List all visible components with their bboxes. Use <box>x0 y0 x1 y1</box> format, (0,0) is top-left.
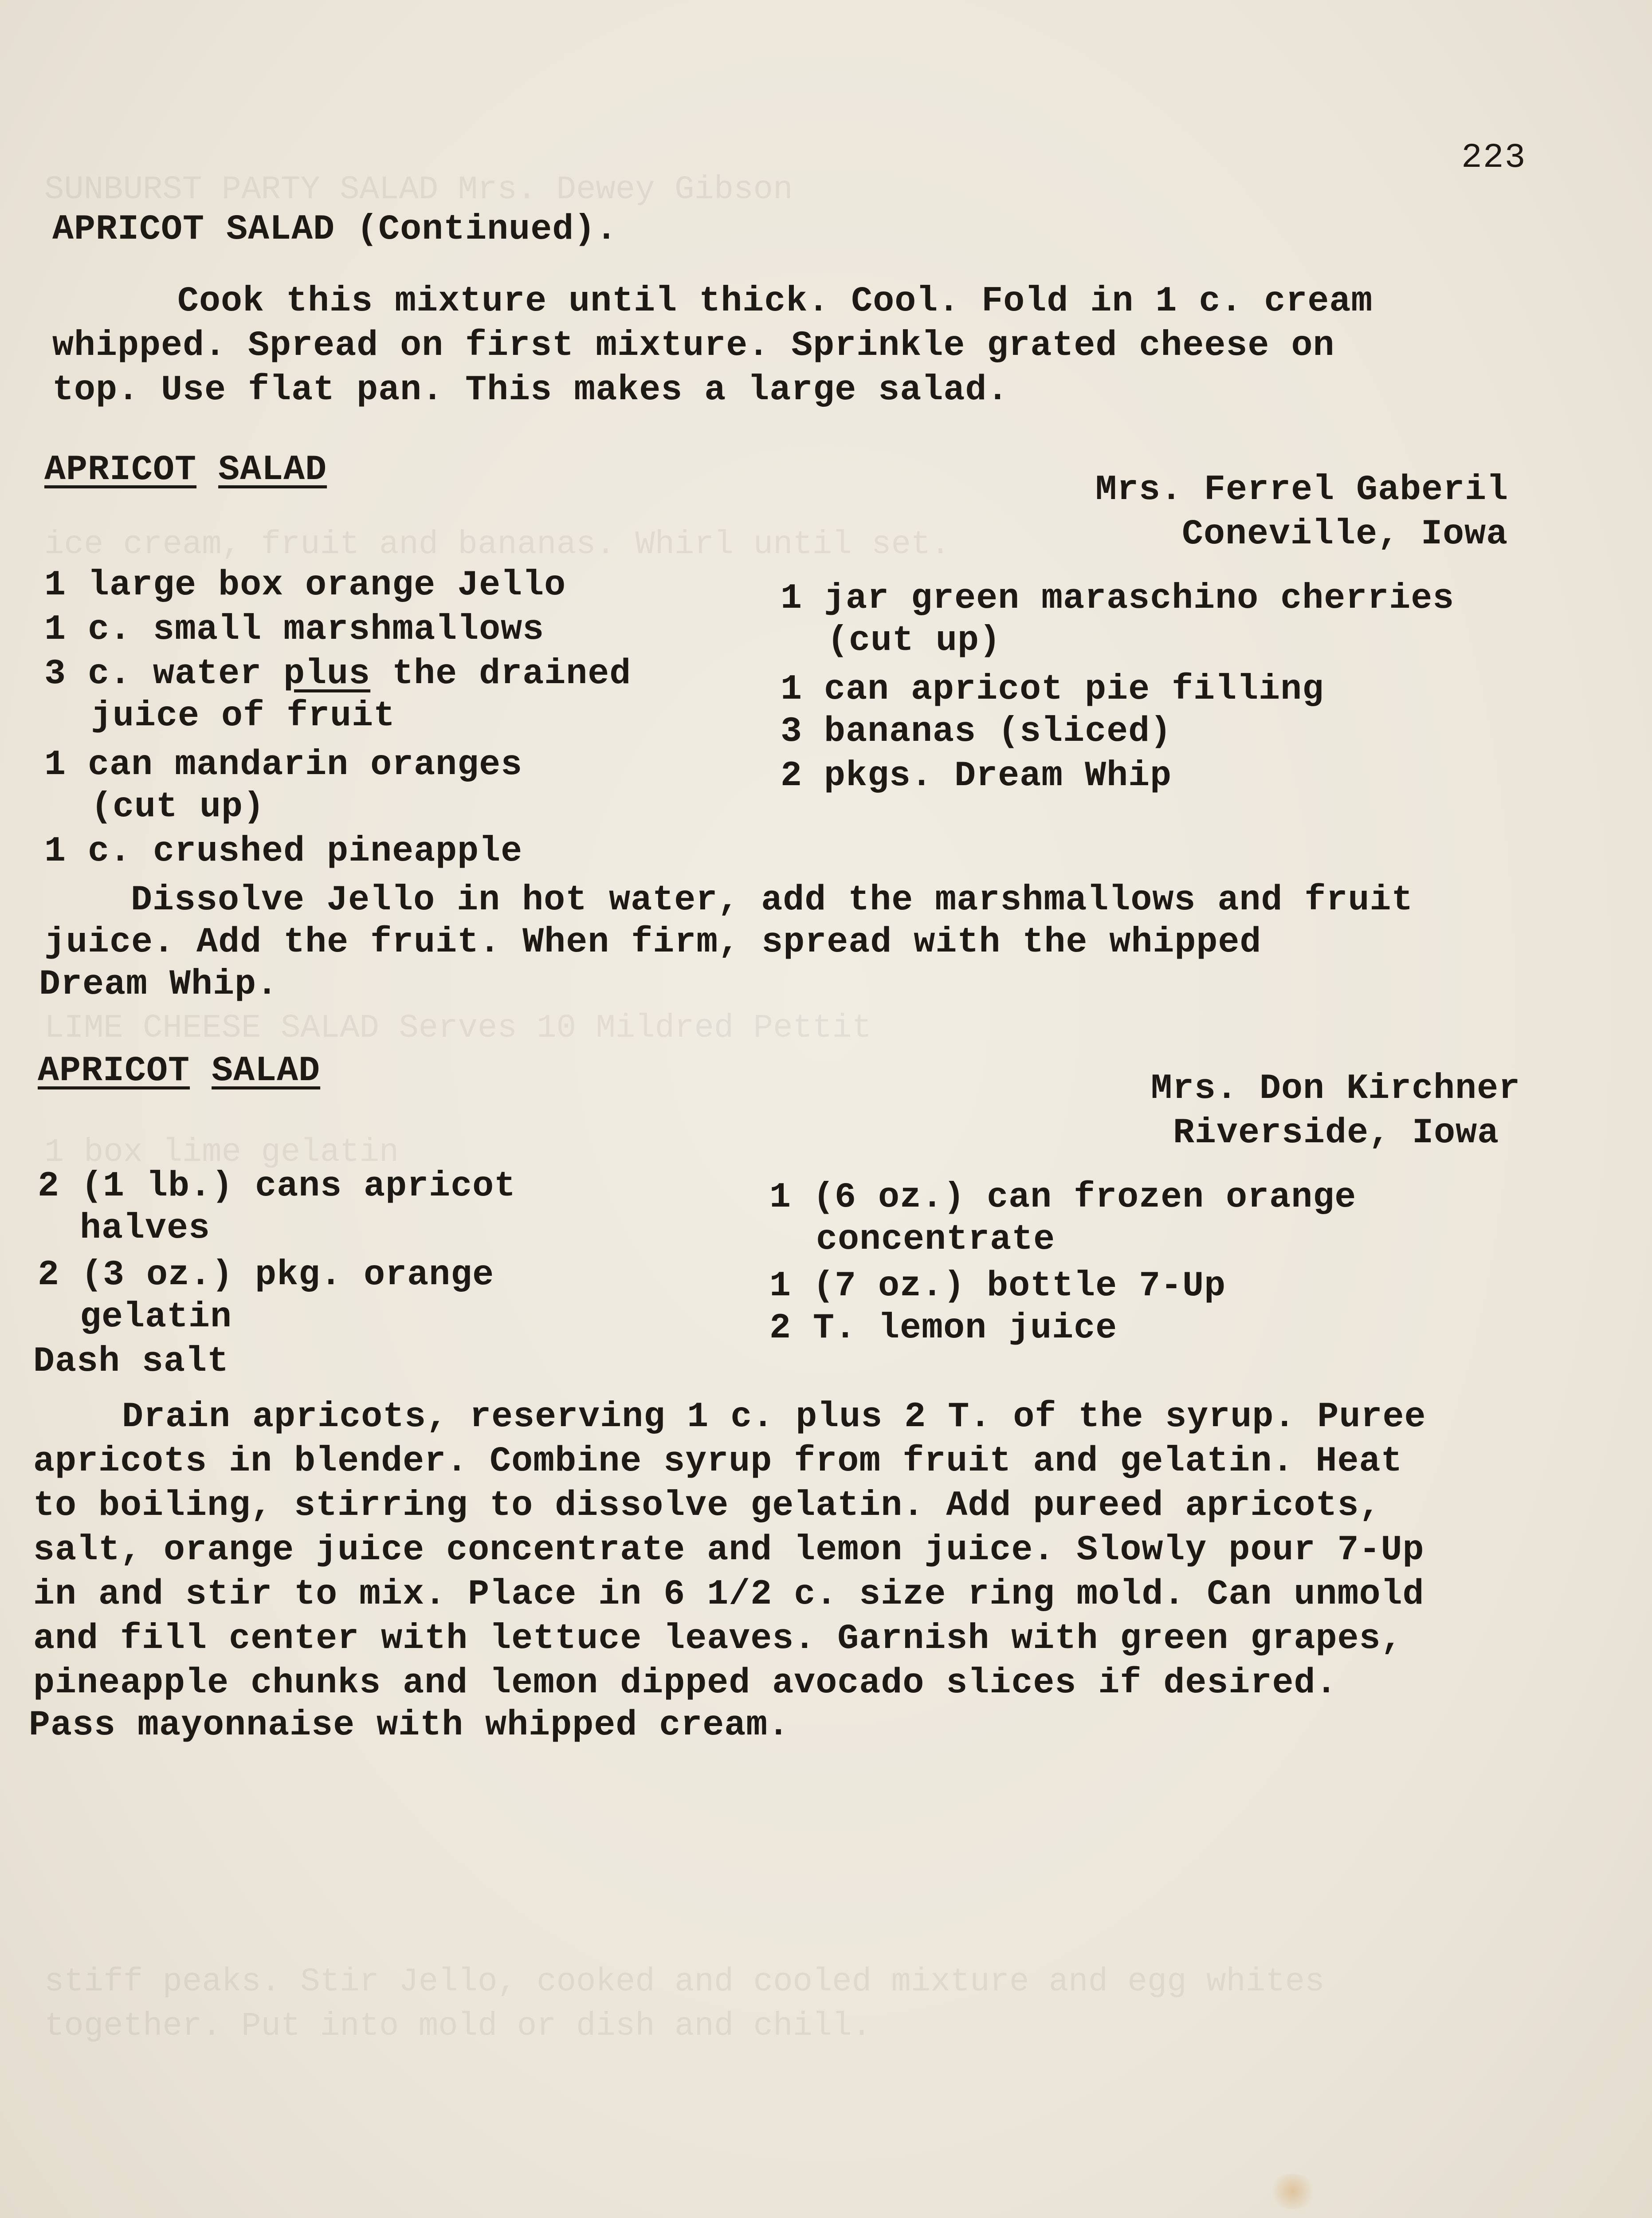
recipe1-ingredient <box>44 652 631 696</box>
recipe1-ingredient: juice of fruit <box>91 696 396 736</box>
recipe1-ingredient: 1 can mandarin oranges <box>44 745 523 785</box>
continued-text-line: whipped. Spread on first mixture. Sprinkle grated cheese on <box>52 326 1335 366</box>
recipe2-ingredient: Dash salt <box>33 1341 229 1382</box>
recipe2-directions-line: Pass mayonnaise with whipped cream. <box>29 1705 790 1746</box>
recipe1-ingredient: 1 jar green maraschino cherries <box>781 578 1455 619</box>
recipe2-directions-line: salt, orange juice concentrate and lemon juice. Slowly pour 7-Up <box>33 1530 1424 1570</box>
recipe1-ingredient-part: 3 c. water <box>44 654 262 694</box>
recipe2-ingredient: 2 (3 oz.) pkg. orange <box>38 1255 494 1295</box>
recipe1-ingredient: 3 bananas (sliced) <box>781 712 1172 752</box>
recipe1-directions-line: Dream Whip. <box>39 964 279 1005</box>
recipe2-ingredient: concentrate <box>816 1219 1056 1260</box>
recipe2-title-word1: APRICOT <box>38 1051 190 1091</box>
recipe2-title <box>38 1049 320 1093</box>
bleed-through-text: LIME CHEESE SALAD Serves 10 Mildred Pettit <box>44 1010 872 1047</box>
recipe1-ingredient: 1 can apricot pie filling <box>781 669 1324 710</box>
recipe1-ingredient-part: the drained <box>392 654 632 694</box>
recipe2-title-word2: SALAD <box>212 1051 321 1091</box>
continued-text-line: Cook this mixture until thick. Cool. Fold in 1 c. cream <box>177 281 1373 322</box>
recipe2-ingredient: 1 (6 oz.) can frozen orange <box>769 1177 1357 1218</box>
recipe2-directions-line: to boiling, stirring to dissolve gelatin. Add pureed apricots, <box>33 1486 1381 1526</box>
recipe1-ingredient: 1 c. crushed pineapple <box>44 831 523 872</box>
recipe1-directions-line: Dissolve Jello in hot water, add the marshmallows and fruit <box>131 880 1413 920</box>
recipe1-ingredient: 1 large box orange Jello <box>44 565 566 606</box>
bleed-through-text: stiff peaks. Stir Jello, cooked and cooled mixture and egg whites <box>44 1963 1325 2001</box>
recipe1-author: Mrs. Ferrel Gaberil <box>1095 470 1509 510</box>
recipe2-directions-line: pineapple chunks and lemon dipped avocado slices if desired. <box>33 1663 1338 1703</box>
recipe2-directions-line: in and stir to mix. Place in 6 1/2 c. size ring mold. Can unmold <box>33 1574 1424 1615</box>
page-number: 223 <box>1461 138 1526 177</box>
recipe1-directions-line: juice. Add the fruit. When firm, spread with the whipped <box>44 922 1262 963</box>
bleed-through-text: ice cream, fruit and bananas. Whirl until set. <box>44 526 950 563</box>
recipe1-title-word2: SALAD <box>218 450 327 490</box>
bleed-through-text: SUNBURST PARTY SALAD Mrs. Dewey Gibson <box>44 171 793 208</box>
recipe1-title-word1: APRICOT <box>44 450 197 490</box>
recipe2-author: Mrs. Don Kirchner <box>1151 1069 1521 1109</box>
recipe2-directions-line: and fill center with lettuce leaves. Garnish with green grapes, <box>33 1619 1403 1659</box>
page-stain <box>1268 2174 1317 2209</box>
recipe2-ingredient: 1 (7 oz.) bottle 7-Up <box>769 1266 1226 1306</box>
continued-text-line: top. Use flat pan. This makes a large salad. <box>52 370 1009 410</box>
continued-heading-suffix: (Continued). <box>357 209 618 250</box>
recipe2-ingredient: halves <box>80 1208 211 1249</box>
bleed-through-text: together. Put into mold or dish and chill. <box>44 2008 872 2045</box>
recipe2-directions-line: apricots in blender. Combine syrup from fruit and gelatin. Heat <box>33 1441 1403 1482</box>
recipe1-location: Coneville, Iowa <box>1182 514 1508 554</box>
recipe1-ingredient: (cut up) <box>91 787 265 827</box>
recipe2-ingredient: 2 (1 lb.) cans apricot <box>38 1166 516 1207</box>
continued-heading <box>52 208 617 252</box>
recipe1-ingredient: 2 pkgs. Dream Whip <box>781 756 1172 796</box>
bleed-through-text: 1 box lime gelatin <box>44 1134 399 1171</box>
recipe1-ingredient: (cut up) <box>827 621 1001 661</box>
recipe2-location: Riverside, Iowa <box>1173 1113 1499 1153</box>
recipe2-ingredient: 2 T. lemon juice <box>769 1308 1118 1349</box>
recipe1-ingredient-emphasis: plus <box>283 654 371 694</box>
recipe1-title <box>44 448 327 492</box>
recipe2-directions-line: Drain apricots, reserving 1 c. plus 2 T. of the syrup. Puree <box>122 1397 1426 1437</box>
recipe2-ingredient: gelatin <box>80 1297 232 1337</box>
continued-heading-title: APRICOT SALAD <box>52 209 335 250</box>
recipe1-ingredient: 1 c. small marshmallows <box>44 610 545 650</box>
